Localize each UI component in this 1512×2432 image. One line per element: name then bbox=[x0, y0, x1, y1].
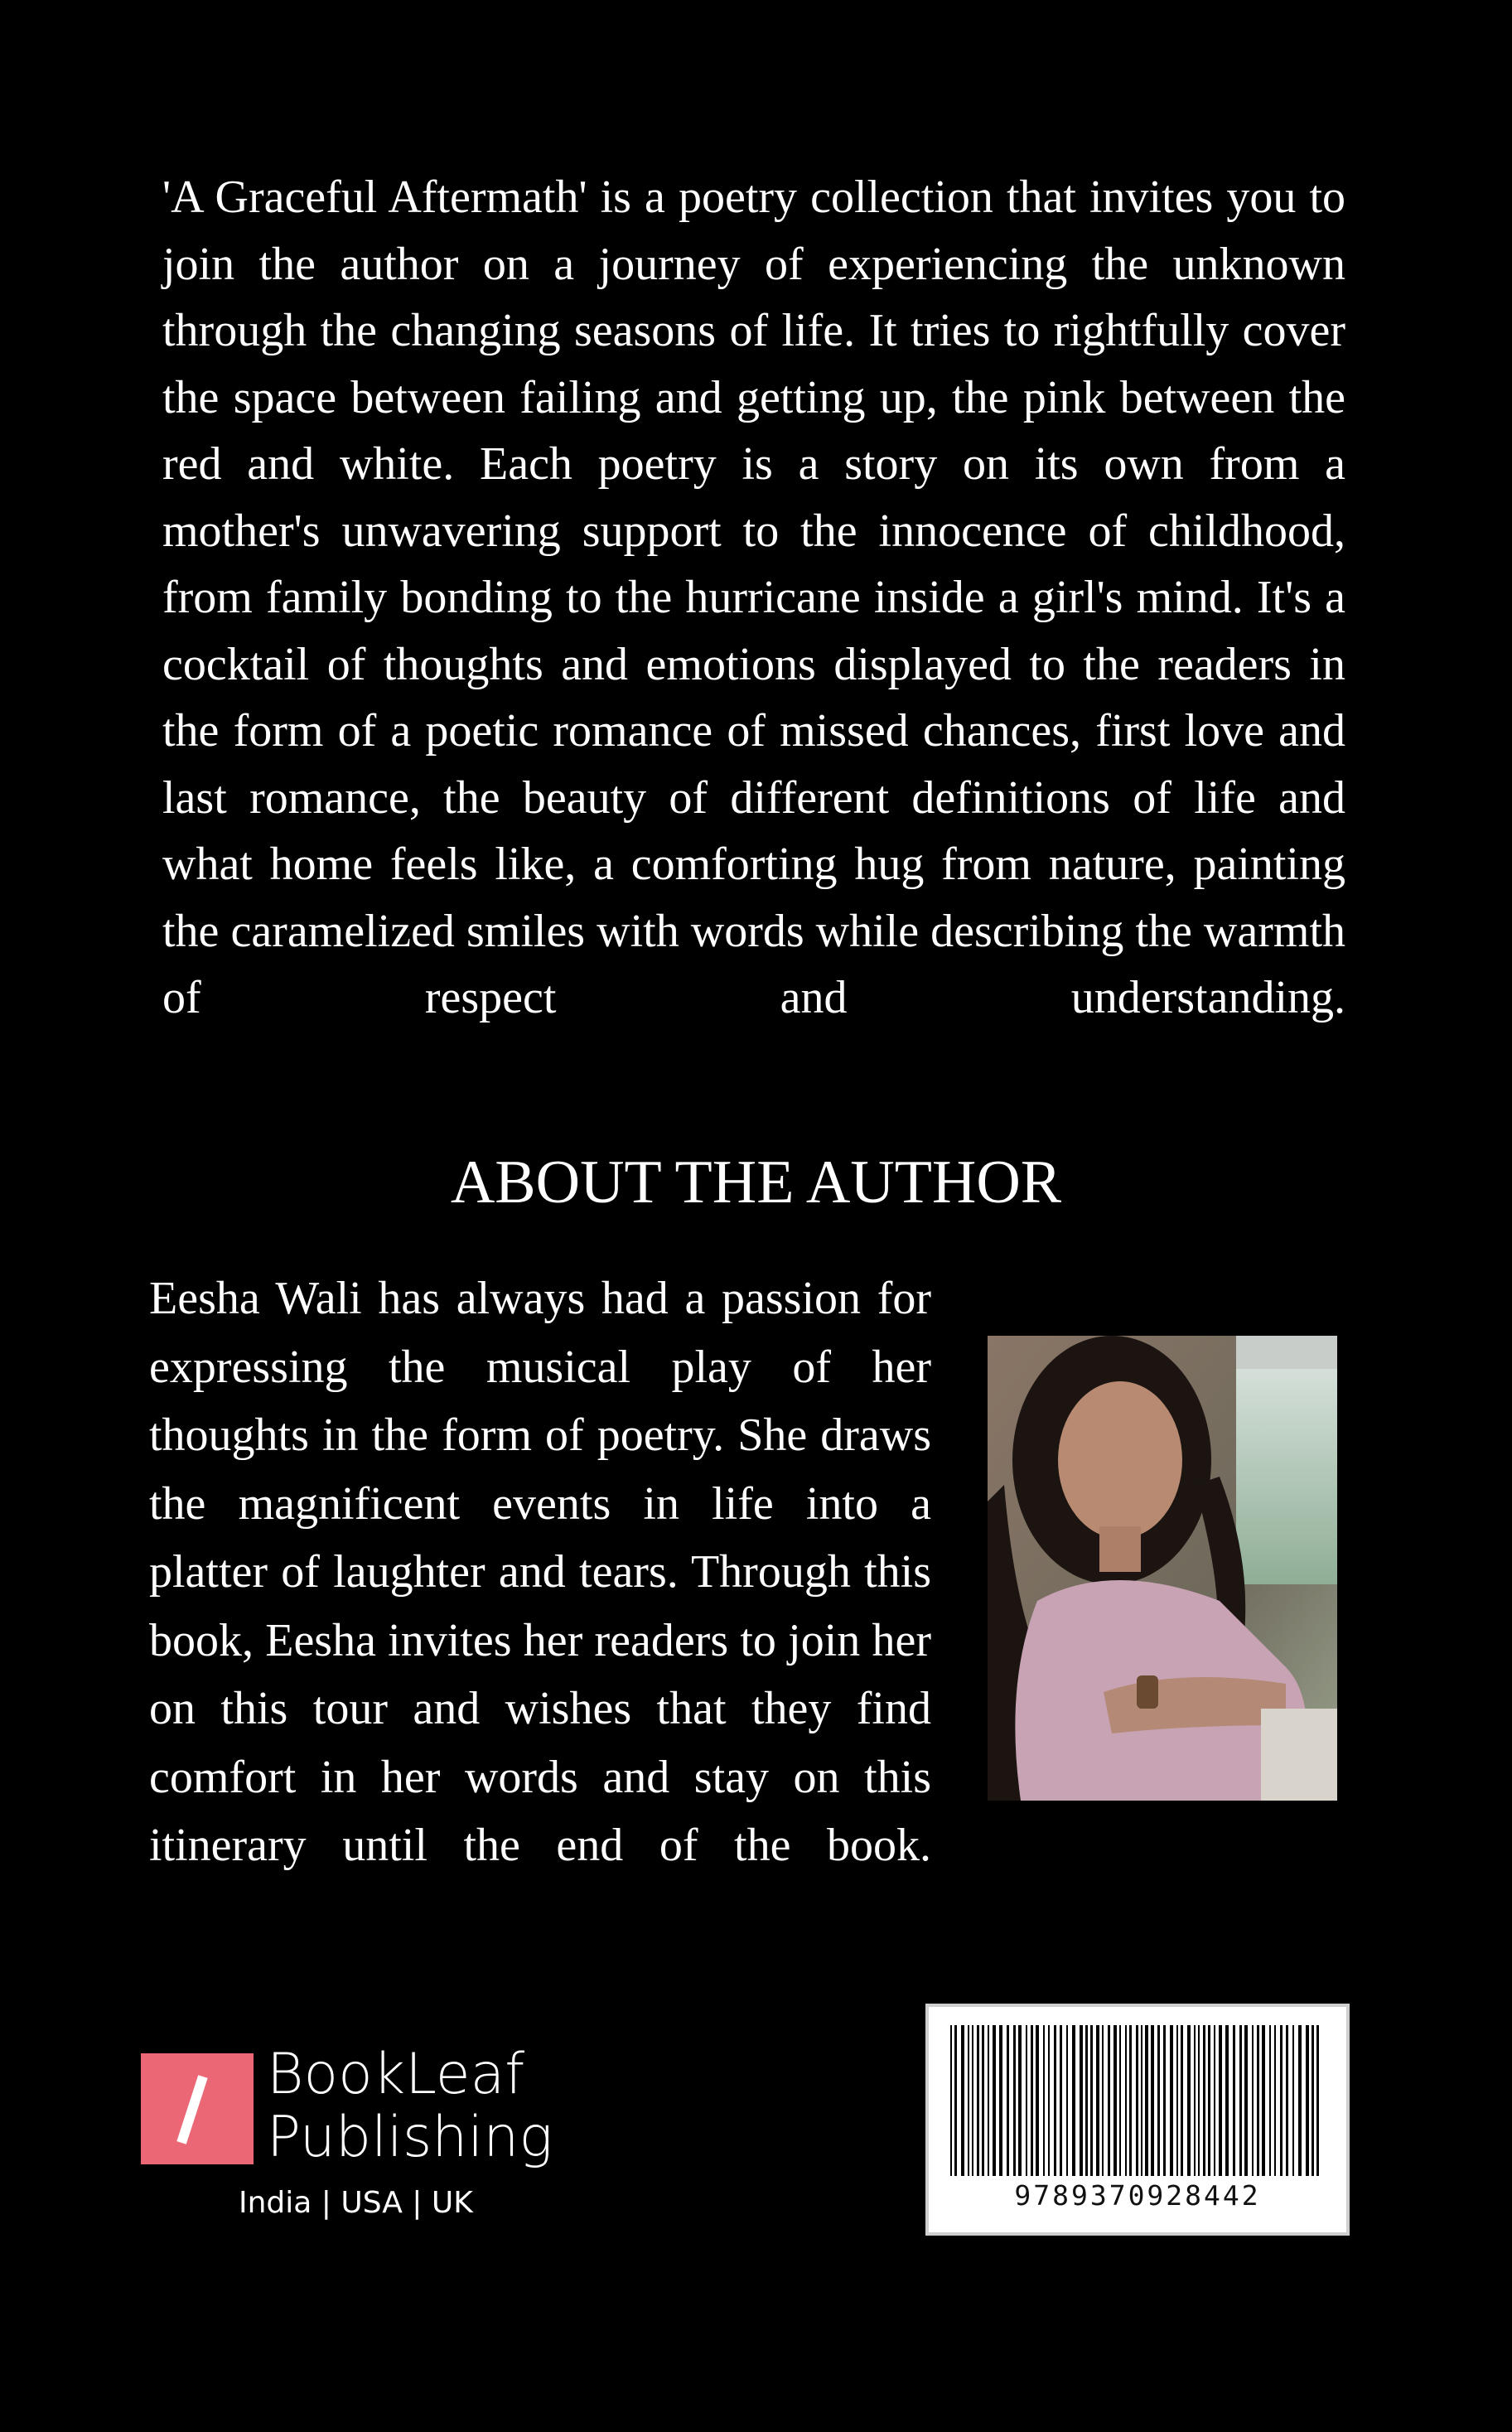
publisher-mark-icon bbox=[141, 2053, 254, 2164]
publisher-name-line1: BookLeaf bbox=[267, 2042, 525, 2107]
author-bio: Eesha Wali has always had a passion for expressing the musical play of her thoughts in the form of poetry. She draws the magnificent events in life into a platter of laughter and tears. Through this book, Eesha invites her readers to join her on this tour and wishes that they find comfort in her words and stay on this itinerary until the end of the book. bbox=[149, 1273, 931, 1871]
barcode-bars bbox=[947, 2025, 1328, 2176]
isbn-barcode bbox=[925, 2004, 1350, 2236]
publisher-regions: India | USA | UK bbox=[239, 2186, 473, 2220]
back-cover-blurb: 'A Graceful Aftermath' is a poetry collection that invites you to join the author on a journey of experiencing the unknown through the changing seasons of life. It tries to rightfully cover the space between failing and getting up, the pink between the red and white. Each poetry is a story on its own from a mother's unwavering support to the innocence of childhood, from family bonding to the hurricane inside a girl's mind. It's a cocktail of thoughts and emotions displayed to the readers in the form of a poetic romance of missed chances, first love and last romance, the beauty of different definitions of life and what home feels like, a comforting hug from nature, painting the caramelized smiles with words while describing the warmth of respect and understanding. bbox=[162, 172, 1345, 1023]
publisher-name-line2: Publishing bbox=[267, 2105, 553, 2170]
isbn-number: 9789370928442 bbox=[1014, 2179, 1261, 2212]
publisher-name bbox=[267, 2043, 553, 2169]
author-photo bbox=[988, 1336, 1337, 1801]
about-author-heading: ABOUT THE AUTHOR bbox=[450, 1148, 1062, 1216]
publisher-logo bbox=[141, 2042, 572, 2252]
